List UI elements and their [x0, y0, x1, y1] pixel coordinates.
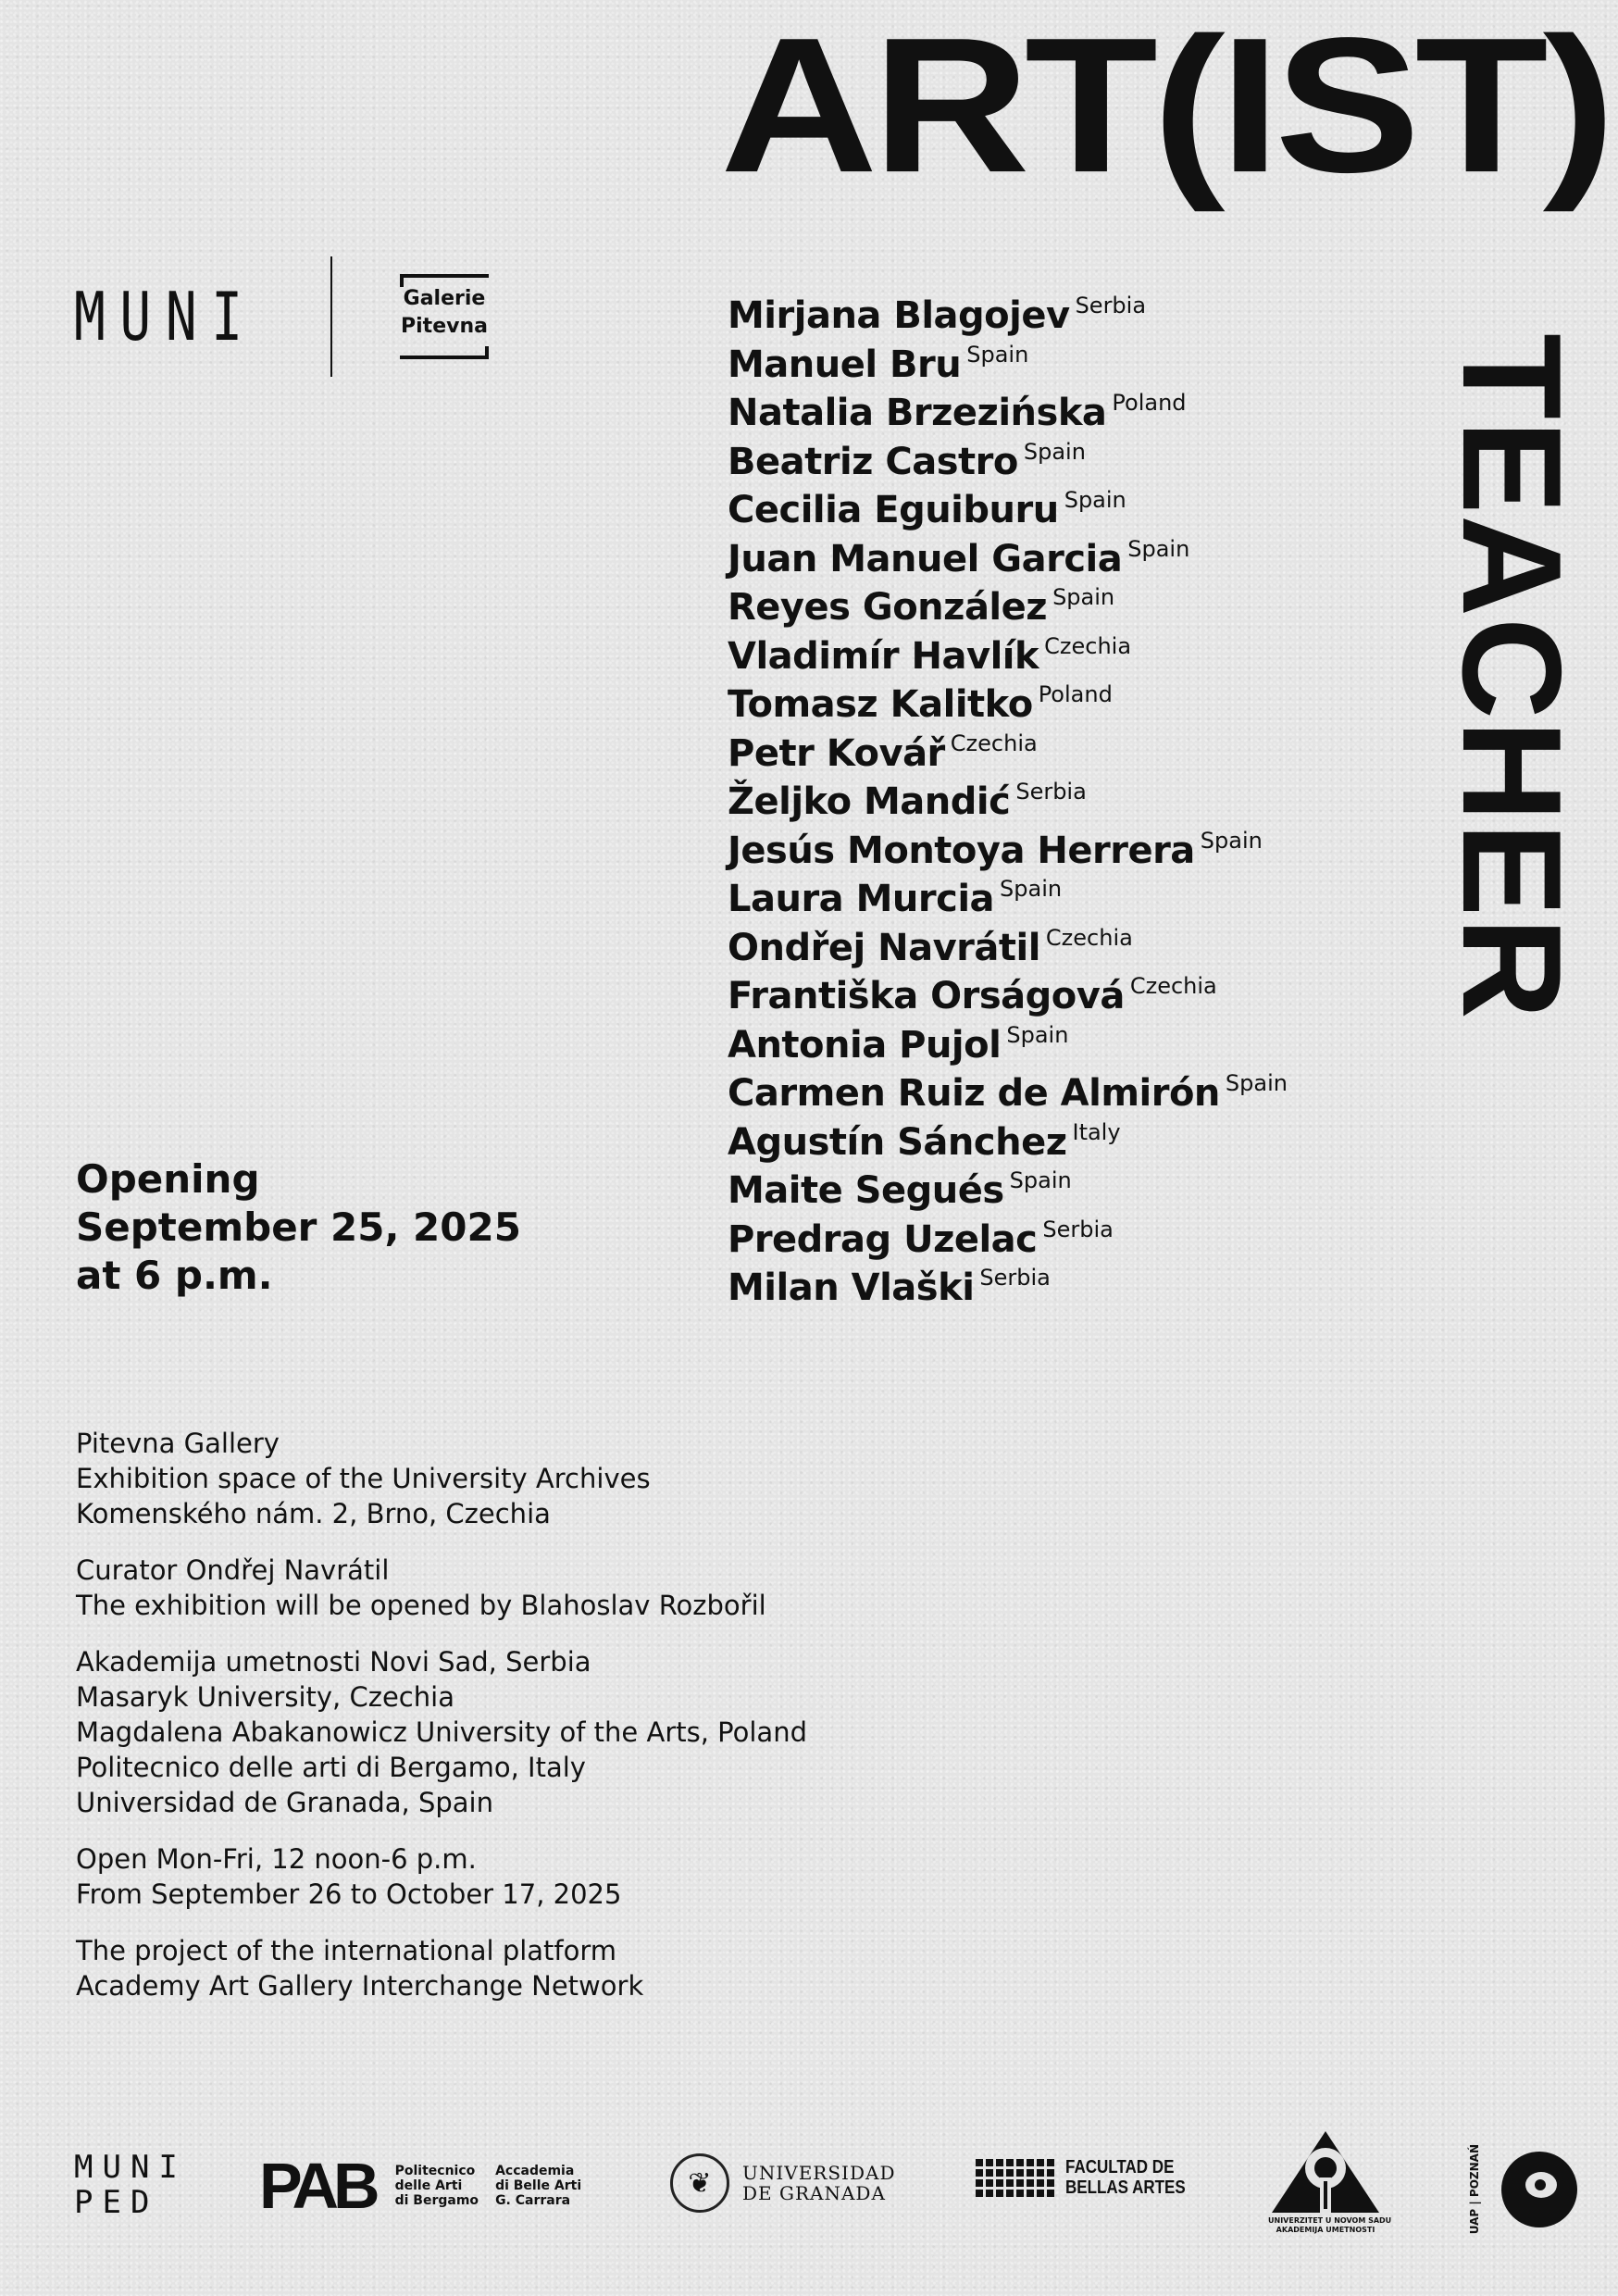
- artist-entry: [728, 622, 1431, 678]
- artist-country: Poland: [1038, 681, 1113, 707]
- pab-text1-line: Politecnico: [394, 2164, 476, 2178]
- info-line: From September 26 to October 17, 2025: [76, 1878, 622, 1910]
- fba-line: BELLAS ARTES: [1065, 2177, 1186, 2198]
- opening-date: September 25, 2025: [76, 1204, 521, 1250]
- info-line: Exhibition space of the University Archives: [76, 1463, 651, 1494]
- artist-name: Františka Orságová: [728, 975, 1125, 1017]
- artist-entry: [728, 914, 1431, 969]
- artist-entry: [728, 525, 1431, 580]
- artist-country: Czechia: [1044, 632, 1132, 659]
- artist-name: Natalia Brzezińska: [728, 392, 1107, 434]
- pab-text1-line: delle Arti: [394, 2178, 463, 2193]
- artist-entry: [728, 573, 1431, 629]
- pab-text2-line: Accademia: [495, 2164, 575, 2178]
- artist-country: Spain: [1052, 584, 1115, 610]
- munped-line1: MUNI: [74, 2149, 187, 2186]
- info-block: [76, 1553, 807, 1623]
- artist-name: Juan Manuel Garcia: [728, 537, 1123, 580]
- pab-text-politecnico: [395, 2164, 479, 2208]
- artist-name: Laura Murcia: [728, 878, 995, 920]
- artist-name: Antonia Pujol: [728, 1023, 1002, 1067]
- opening-time: at 6 p.m.: [76, 1253, 273, 1298]
- pab-logo: [259, 2150, 598, 2222]
- info-block: [76, 1644, 807, 1820]
- artist-entry: [728, 962, 1431, 1017]
- artist-list: [728, 281, 1431, 1309]
- info-line: The exhibition will be opened by Blahoslav Rozbořil: [76, 1590, 766, 1621]
- muni-logo: MUNI: [74, 278, 257, 356]
- artist-name: Jesús Montoya Herrera: [728, 829, 1195, 872]
- artist-entry: [728, 379, 1431, 434]
- info-line: Komenského nám. 2, Brno, Czechia: [76, 1498, 551, 1529]
- pab-text2-line: G. Carrara: [495, 2193, 571, 2208]
- info-line: Magdalena Abakanowicz University of the Arts, Poland: [76, 1716, 807, 1748]
- info-line: Academy Art Gallery Interchange Network: [76, 1970, 644, 2002]
- exhibition-info: [76, 1426, 807, 2025]
- dot-grid-icon: [976, 2159, 1054, 2197]
- galerie-pitevna-logo: [400, 274, 489, 359]
- artist-name: Maite Segués: [728, 1169, 1004, 1212]
- info-line: Open Mon-Fri, 12 noon-6 p.m.: [76, 1843, 477, 1875]
- triangle-emblem-icon: [1268, 2128, 1383, 2216]
- artist-entry: [728, 281, 1431, 337]
- galerie-line2: Pitevna: [401, 315, 488, 338]
- artist-name: Reyes González: [728, 586, 1048, 629]
- uap-text: UAP | POZNAŃ: [1468, 2144, 1481, 2235]
- artist-country: Serbia: [979, 1265, 1051, 1291]
- artist-name: Beatriz Castro: [728, 440, 1018, 483]
- info-line: Masaryk University, Czechia: [76, 1681, 454, 1713]
- akademija-umetnosti-logo: [1268, 2128, 1392, 2235]
- artist-entry: [728, 1205, 1431, 1261]
- info-block: [76, 1841, 807, 1912]
- artist-name: Milan Vlaški: [728, 1267, 975, 1309]
- artist-entry: [728, 331, 1431, 386]
- ugr-line: UNIVERSIDAD: [742, 2162, 896, 2184]
- artist-name: Željko Mandić: [728, 780, 1011, 823]
- ugr-text: [742, 2163, 895, 2203]
- vertical-title-text: TEACHER: [1433, 333, 1590, 1020]
- artist-name: Petr Kovář: [728, 731, 945, 775]
- artist-country: Serbia: [1042, 1216, 1114, 1242]
- artist-name: Agustín Sánchez: [728, 1120, 1067, 1164]
- artist-country: Serbia: [1075, 293, 1147, 318]
- artist-name: Ondřej Navrátil: [728, 926, 1040, 969]
- munped-line2: PED: [74, 2184, 159, 2221]
- info-line: Pitevna Gallery: [76, 1428, 280, 1459]
- universidad-granada-logo: [670, 2153, 895, 2213]
- artist-entry: [728, 767, 1431, 823]
- artist-country: Spain: [1000, 876, 1063, 902]
- artist-name: Tomasz Kalitko: [728, 683, 1033, 726]
- artist-entry: [728, 719, 1431, 775]
- info-line: Curator Ondřej Navrátil: [76, 1554, 390, 1586]
- artist-entry: [728, 428, 1431, 483]
- pab-text2-line: di Belle Arti: [495, 2178, 582, 2193]
- artist-entry: [728, 1011, 1431, 1067]
- fba-text: [1065, 2157, 1186, 2198]
- artist-country: Spain: [1009, 1167, 1072, 1193]
- artist-name: Vladimír Havlík: [728, 634, 1039, 678]
- artist-country: Czechia: [1045, 924, 1133, 951]
- artist-name: Predrag Uzelac: [728, 1217, 1038, 1261]
- artist-country: Poland: [1112, 390, 1187, 416]
- artist-country: Spain: [1225, 1070, 1288, 1096]
- artist-country: Spain: [1127, 535, 1190, 562]
- artist-country: Spain: [1200, 827, 1263, 854]
- artist-entry: [728, 476, 1431, 531]
- info-block: [76, 1426, 807, 1531]
- muni-ped-logo: [74, 2150, 187, 2220]
- artist-name: Mirjana Blagojev: [728, 294, 1070, 337]
- artist-entry: [728, 670, 1431, 726]
- opening-label: Opening: [76, 1156, 260, 1202]
- artist-country: Czechia: [950, 730, 1038, 756]
- pab-text-accademia: [495, 2164, 581, 2208]
- artist-entry: [728, 1108, 1431, 1164]
- uap-emblem-icon: [1501, 2152, 1577, 2227]
- vertical-title: [1433, 256, 1590, 1098]
- artist-country: Serbia: [1015, 779, 1087, 805]
- ugr-line: DE GRANADA: [742, 2182, 886, 2204]
- artist-name: Cecilia Eguiburu: [728, 489, 1059, 531]
- info-line: Universidad de Granada, Spain: [76, 1787, 493, 1818]
- artist-country: Spain: [1023, 438, 1086, 465]
- artist-country: Italy: [1072, 1118, 1121, 1145]
- artist-entry: [728, 1059, 1431, 1115]
- pab-text1-line: di Bergamo: [394, 2193, 479, 2208]
- logo-divider: [330, 256, 332, 377]
- info-line: Politecnico delle arti di Bergamo, Italy: [76, 1752, 586, 1783]
- info-block: [76, 1933, 807, 2003]
- artist-entry: [728, 817, 1431, 872]
- bellas-artes-logo: [976, 2157, 1207, 2198]
- artist-country: Spain: [1006, 1021, 1069, 1048]
- artist-entry: [728, 1254, 1431, 1309]
- artist-country: Spain: [966, 341, 1029, 368]
- artist-country: Czechia: [1129, 973, 1217, 999]
- artist-name: Carmen Ruiz de Almirón: [728, 1072, 1220, 1115]
- eagle-seal-icon: ❦: [670, 2153, 729, 2213]
- opening-info: [76, 1155, 521, 1300]
- pab-mark: PAB: [259, 2150, 375, 2222]
- aun-line2: AKADEMIJA UMETNOSTI: [1276, 2226, 1375, 2234]
- aun-line1: UNIVERZITET U NOVOM SADU: [1268, 2216, 1392, 2225]
- info-line: The project of the international platform: [76, 1935, 617, 1966]
- artist-name: Manuel Bru: [728, 343, 962, 386]
- exhibition-title: ART(IST): [720, 0, 1611, 214]
- info-line: Akademija umetnosti Novi Sad, Serbia: [76, 1646, 591, 1678]
- artist-entry: [728, 1156, 1431, 1212]
- fba-line: FACULTAD DE: [1065, 2157, 1175, 2177]
- artist-country: Spain: [1064, 487, 1126, 513]
- uap-poznan-logo: [1468, 2144, 1577, 2234]
- galerie-line1: Galerie: [403, 287, 486, 310]
